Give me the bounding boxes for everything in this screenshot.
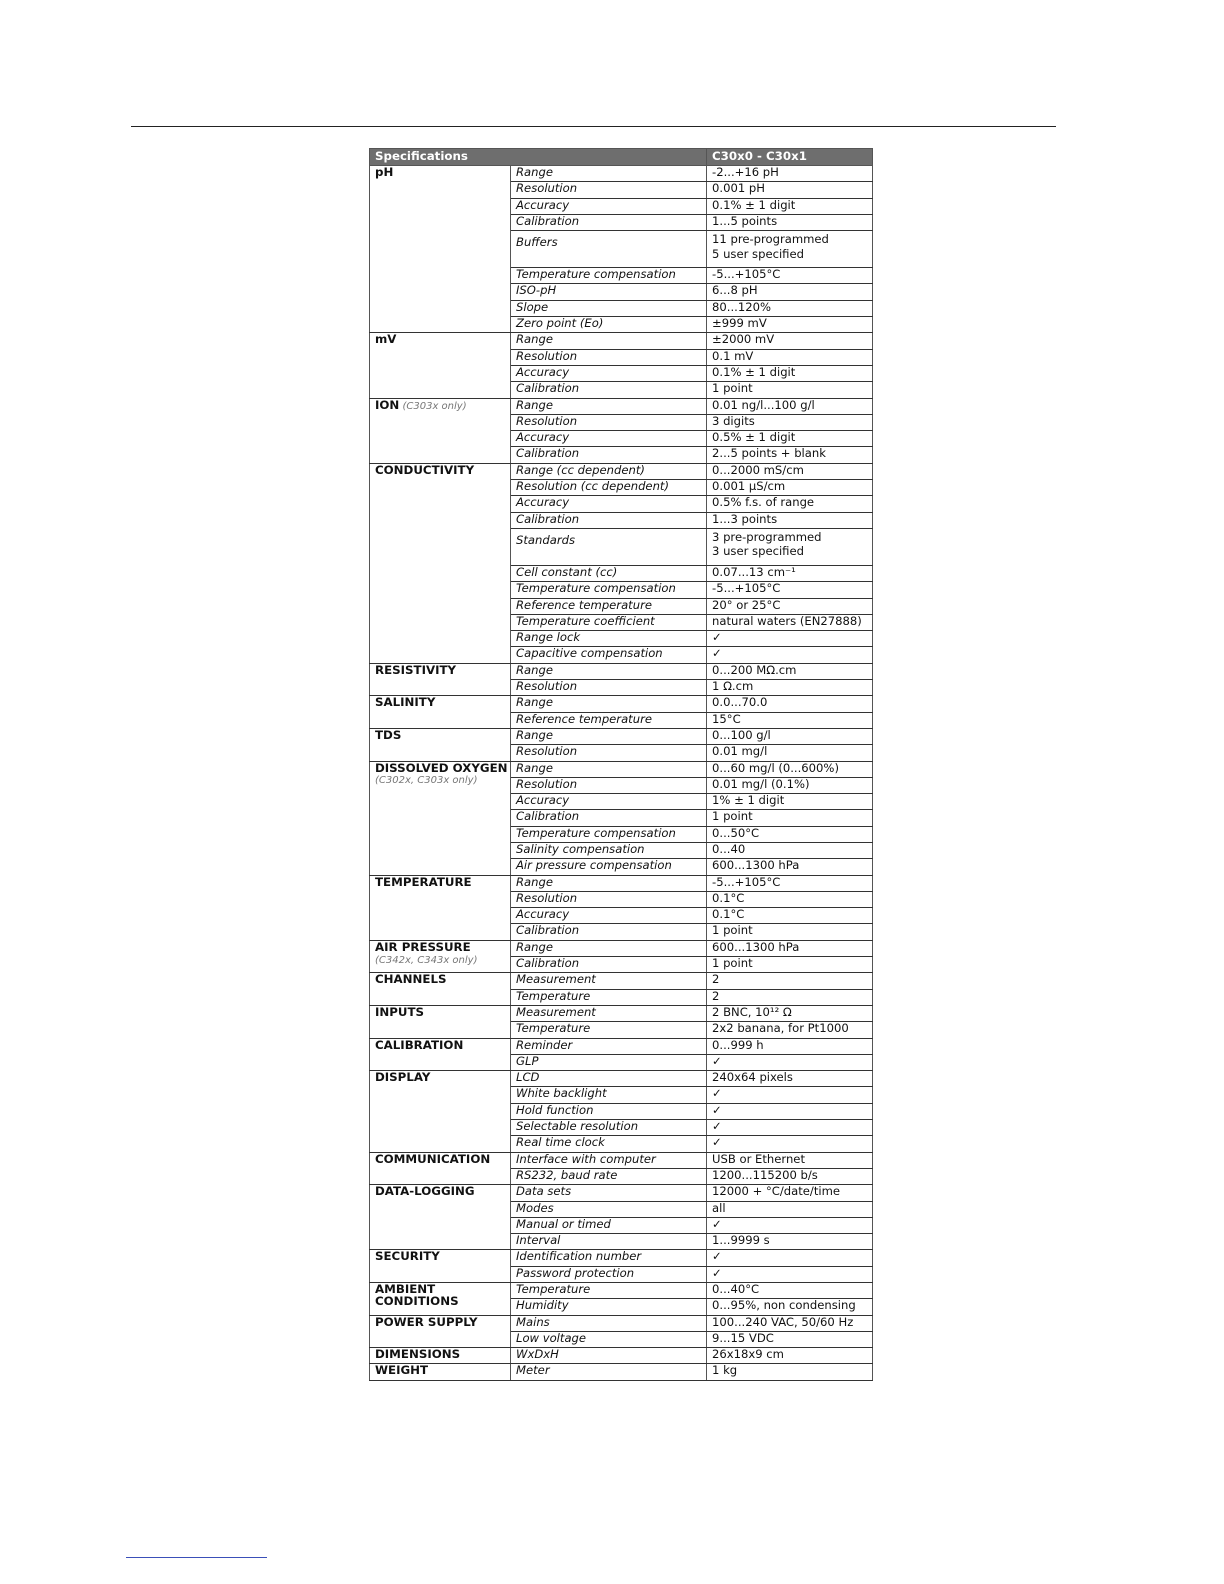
- spec-parameter: White backlight: [511, 1087, 707, 1103]
- spec-parameter: Range: [511, 940, 707, 956]
- spec-parameter: Calibration: [511, 382, 707, 398]
- spec-value: ✓: [707, 1250, 873, 1266]
- spec-value: 0...100 g/l: [707, 728, 873, 744]
- spec-value: 3 digits: [707, 414, 873, 430]
- spec-row: [370, 1348, 873, 1364]
- spec-row: [370, 166, 873, 182]
- spec-value: 0...999 h: [707, 1038, 873, 1054]
- spec-row: [370, 875, 873, 891]
- spec-parameter: Modes: [511, 1201, 707, 1217]
- spec-row: [370, 1071, 873, 1087]
- spec-value: 6...8 pH: [707, 284, 873, 300]
- spec-value: 0.001 pH: [707, 182, 873, 198]
- spec-parameter: Low voltage: [511, 1331, 707, 1347]
- spec-category: [370, 1185, 511, 1250]
- spec-parameter: Resolution: [511, 182, 707, 198]
- spec-value: 0.1 mV: [707, 349, 873, 365]
- spec-value: ±2000 mV: [707, 333, 873, 349]
- spec-parameter: Measurement: [511, 1005, 707, 1021]
- category-name: SALINITY: [375, 695, 436, 710]
- spec-value: 1...5 points: [707, 214, 873, 230]
- spec-parameter: Calibration: [511, 810, 707, 826]
- category-name: DISPLAY: [375, 1070, 431, 1085]
- spec-category: [370, 1071, 511, 1152]
- category-name: COMMUNICATION: [375, 1152, 491, 1166]
- spec-parameter: Real time clock: [511, 1136, 707, 1152]
- spec-parameter: Range: [511, 728, 707, 744]
- spec-value: ✓: [707, 1266, 873, 1282]
- spec-value: USB or Ethernet: [707, 1152, 873, 1168]
- specifications-body: [370, 166, 873, 1381]
- spec-value: ✓: [707, 1120, 873, 1136]
- spec-value: 26x18x9 cm: [707, 1348, 873, 1364]
- spec-row: [370, 1152, 873, 1168]
- spec-row: [370, 398, 873, 414]
- spec-parameter: Resolution: [511, 745, 707, 761]
- category-name: mV: [375, 332, 397, 347]
- category-name: CONDUCTIVITY: [375, 463, 475, 477]
- spec-value: 0.1°C: [707, 891, 873, 907]
- category-name: CALIBRATION: [375, 1038, 464, 1052]
- category-name: CHANNELS: [375, 972, 447, 987]
- spec-value: 3 pre-programmed 3 user specified: [707, 528, 873, 565]
- spec-parameter: Calibration: [511, 512, 707, 528]
- spec-parameter: Capacitive compensation: [511, 647, 707, 663]
- spec-value: 0...200 MΩ.cm: [707, 663, 873, 679]
- spec-parameter: Air pressure compensation: [511, 859, 707, 875]
- spec-value: 0.1°C: [707, 908, 873, 924]
- spec-category: [370, 940, 511, 973]
- spec-parameter: WxDxH: [511, 1348, 707, 1364]
- spec-category: [370, 1283, 511, 1316]
- spec-value: 1 point: [707, 810, 873, 826]
- spec-parameter: Range: [511, 875, 707, 891]
- category-name: POWER SUPPLY: [375, 1315, 478, 1329]
- spec-value: 0.01 ng/l...100 g/l: [707, 398, 873, 414]
- category-note: (C342x, C343x only): [375, 954, 478, 966]
- spec-value: 600...1300 hPa: [707, 859, 873, 875]
- specifications-table: [369, 148, 873, 1381]
- category-name: TEMPERATURE: [375, 875, 472, 889]
- spec-value: 0.01 mg/l: [707, 745, 873, 761]
- spec-value: 2: [707, 989, 873, 1005]
- spec-parameter: Resolution: [511, 777, 707, 793]
- spec-row: [370, 1250, 873, 1266]
- spec-value: 1 point: [707, 957, 873, 973]
- spec-value: 15°C: [707, 712, 873, 728]
- spec-parameter: Selectable resolution: [511, 1120, 707, 1136]
- category-name: DISSOLVED OXYGEN: [375, 761, 508, 775]
- spec-parameter: Interval: [511, 1234, 707, 1250]
- spec-parameter: Range: [511, 398, 707, 414]
- spec-value: 100...240 VAC, 50/60 Hz: [707, 1315, 873, 1331]
- spec-parameter: Reference temperature: [511, 598, 707, 614]
- spec-value: 2...5 points + blank: [707, 447, 873, 463]
- spec-value: 1 kg: [707, 1364, 873, 1380]
- spec-parameter: Range lock: [511, 631, 707, 647]
- category-name: AMBIENT CONDITIONS: [375, 1282, 459, 1308]
- spec-row: [370, 663, 873, 679]
- spec-parameter: Resolution: [511, 349, 707, 365]
- spec-value: 0.1% ± 1 digit: [707, 365, 873, 381]
- spec-parameter: GLP: [511, 1054, 707, 1070]
- spec-value: 2 BNC, 10¹² Ω: [707, 1005, 873, 1021]
- spec-parameter: Meter: [511, 1364, 707, 1380]
- spec-category: [370, 973, 511, 1006]
- spec-parameter: Temperature compensation: [511, 268, 707, 284]
- spec-value: 240x64 pixels: [707, 1071, 873, 1087]
- spec-row: [370, 1283, 873, 1299]
- spec-parameter: Hold function: [511, 1103, 707, 1119]
- category-note: (C303x only): [399, 400, 467, 412]
- spec-parameter: Password protection: [511, 1266, 707, 1282]
- spec-category: [370, 761, 511, 875]
- spec-value: -5...+105°C: [707, 875, 873, 891]
- spec-value: -5...+105°C: [707, 268, 873, 284]
- spec-row: [370, 761, 873, 777]
- spec-parameter: Range: [511, 333, 707, 349]
- spec-parameter: ISO-pH: [511, 284, 707, 300]
- spec-row: [370, 333, 873, 349]
- spec-parameter: Calibration: [511, 957, 707, 973]
- spec-parameter: Temperature compensation: [511, 582, 707, 598]
- spec-value: 600...1300 hPa: [707, 940, 873, 956]
- category-name: RESISTIVITY: [375, 663, 457, 677]
- spec-parameter: Temperature compensation: [511, 826, 707, 842]
- spec-category: [370, 1315, 511, 1348]
- category-name: ION: [375, 398, 400, 412]
- spec-parameter: Data sets: [511, 1185, 707, 1201]
- spec-category: [370, 398, 511, 463]
- spec-parameter: Range (cc dependent): [511, 463, 707, 479]
- spec-parameter: Range: [511, 761, 707, 777]
- spec-parameter: Mains: [511, 1315, 707, 1331]
- spec-value: 0.0...70.0: [707, 696, 873, 712]
- spec-parameter: Calibration: [511, 447, 707, 463]
- category-name: INPUTS: [375, 1005, 425, 1019]
- spec-value: 12000 + °C/date/time: [707, 1185, 873, 1201]
- spec-value: all: [707, 1201, 873, 1217]
- spec-value: -2...+16 pH: [707, 166, 873, 182]
- spec-parameter: Temperature: [511, 1283, 707, 1299]
- category-name: SECURITY: [375, 1249, 440, 1264]
- footnote-rule: [126, 1557, 267, 1558]
- spec-category: [370, 1005, 511, 1038]
- spec-parameter: Humidity: [511, 1299, 707, 1315]
- spec-parameter: Accuracy: [511, 496, 707, 512]
- spec-value: 0...40°C: [707, 1283, 873, 1299]
- category-name: DIMENSIONS: [375, 1347, 461, 1362]
- category-name: pH: [375, 165, 394, 179]
- spec-parameter: Identification number: [511, 1250, 707, 1266]
- spec-value: 1...9999 s: [707, 1234, 873, 1250]
- spec-parameter: Accuracy: [511, 908, 707, 924]
- spec-parameter: Reference temperature: [511, 712, 707, 728]
- spec-value: -5...+105°C: [707, 582, 873, 598]
- header-specifications: Specifications: [370, 149, 707, 166]
- spec-category: [370, 333, 511, 398]
- spec-value: 0.5% f.s. of range: [707, 496, 873, 512]
- spec-category: [370, 875, 511, 940]
- spec-category: [370, 728, 511, 761]
- header-model: C30x0 - C30x1: [707, 149, 873, 166]
- spec-value: 80...120%: [707, 300, 873, 316]
- spec-parameter: Temperature: [511, 1022, 707, 1038]
- spec-row: [370, 1364, 873, 1380]
- spec-value: 0...50°C: [707, 826, 873, 842]
- spec-parameter: LCD: [511, 1071, 707, 1087]
- spec-value: 1 Ω.cm: [707, 680, 873, 696]
- spec-parameter: Cell constant (cc): [511, 565, 707, 581]
- spec-value: 11 pre-programmed 5 user specified: [707, 231, 873, 268]
- spec-value: 2x2 banana, for Pt1000: [707, 1022, 873, 1038]
- category-name: AIR PRESSURE: [375, 940, 471, 954]
- spec-value: natural waters (EN27888): [707, 614, 873, 630]
- spec-parameter: Calibration: [511, 924, 707, 940]
- spec-value: ✓: [707, 1054, 873, 1070]
- spec-value: 0.01 mg/l (0.1%): [707, 777, 873, 793]
- spec-value: ✓: [707, 1087, 873, 1103]
- spec-parameter: Range: [511, 166, 707, 182]
- spec-row: [370, 1038, 873, 1054]
- spec-parameter: Resolution: [511, 891, 707, 907]
- spec-parameter: Resolution: [511, 680, 707, 696]
- spec-parameter: Buffers: [511, 231, 707, 268]
- spec-parameter: Range: [511, 663, 707, 679]
- spec-parameter: Reminder: [511, 1038, 707, 1054]
- spec-category: [370, 1038, 511, 1071]
- spec-value: 1200...115200 b/s: [707, 1168, 873, 1184]
- spec-parameter: Slope: [511, 300, 707, 316]
- spec-row: [370, 1185, 873, 1201]
- spec-value: 2: [707, 973, 873, 989]
- spec-value: 0.001 µS/cm: [707, 480, 873, 496]
- spec-parameter: Accuracy: [511, 431, 707, 447]
- spec-category: [370, 1364, 511, 1380]
- spec-value: 0...40: [707, 842, 873, 858]
- spec-parameter: Temperature: [511, 989, 707, 1005]
- spec-value: 20° or 25°C: [707, 598, 873, 614]
- spec-value: 0...95%, non condensing: [707, 1299, 873, 1315]
- spec-value: ✓: [707, 647, 873, 663]
- header-rule: [131, 126, 1056, 127]
- spec-value: ✓: [707, 631, 873, 647]
- spec-row: [370, 1315, 873, 1331]
- spec-row: [370, 463, 873, 479]
- spec-parameter: Standards: [511, 528, 707, 565]
- spec-category: [370, 1152, 511, 1185]
- spec-parameter: Salinity compensation: [511, 842, 707, 858]
- spec-value: ±999 mV: [707, 317, 873, 333]
- spec-value: 0...60 mg/l (0...600%): [707, 761, 873, 777]
- category-name: WEIGHT: [375, 1363, 429, 1378]
- category-name: DATA-LOGGING: [375, 1184, 475, 1199]
- spec-value: 9...15 VDC: [707, 1331, 873, 1347]
- spec-value: ✓: [707, 1136, 873, 1152]
- category-name: TDS: [375, 728, 402, 742]
- spec-value: 1 point: [707, 382, 873, 398]
- spec-parameter: Manual or timed: [511, 1217, 707, 1233]
- spec-parameter: Measurement: [511, 973, 707, 989]
- category-note: (C302x, C303x only): [375, 775, 478, 787]
- table-header-row: [370, 149, 873, 166]
- spec-row: [370, 728, 873, 744]
- spec-parameter: Accuracy: [511, 365, 707, 381]
- spec-row: [370, 1005, 873, 1021]
- spec-category: [370, 663, 511, 696]
- spec-parameter: Zero point (Eo): [511, 317, 707, 333]
- spec-value: 0...2000 mS/cm: [707, 463, 873, 479]
- spec-row: [370, 940, 873, 956]
- spec-value: 0.5% ± 1 digit: [707, 431, 873, 447]
- spec-parameter: Resolution: [511, 414, 707, 430]
- spec-value: 1% ± 1 digit: [707, 794, 873, 810]
- spec-parameter: Resolution (cc dependent): [511, 480, 707, 496]
- spec-category: [370, 1250, 511, 1283]
- spec-category: [370, 696, 511, 729]
- spec-parameter: RS232, baud rate: [511, 1168, 707, 1184]
- spec-category: [370, 166, 511, 333]
- spec-parameter: Calibration: [511, 214, 707, 230]
- spec-value: 1 point: [707, 924, 873, 940]
- spec-parameter: Accuracy: [511, 794, 707, 810]
- spec-category: [370, 1348, 511, 1364]
- spec-row: [370, 973, 873, 989]
- spec-value: ✓: [707, 1103, 873, 1119]
- spec-parameter: Range: [511, 696, 707, 712]
- spec-value: 0.1% ± 1 digit: [707, 198, 873, 214]
- spec-row: [370, 696, 873, 712]
- spec-parameter: Temperature coefficient: [511, 614, 707, 630]
- spec-value: 1...3 points: [707, 512, 873, 528]
- spec-value: 0.07...13 cm⁻¹: [707, 565, 873, 581]
- spec-parameter: Accuracy: [511, 198, 707, 214]
- spec-parameter: Interface with computer: [511, 1152, 707, 1168]
- spec-category: [370, 463, 511, 663]
- spec-value: ✓: [707, 1217, 873, 1233]
